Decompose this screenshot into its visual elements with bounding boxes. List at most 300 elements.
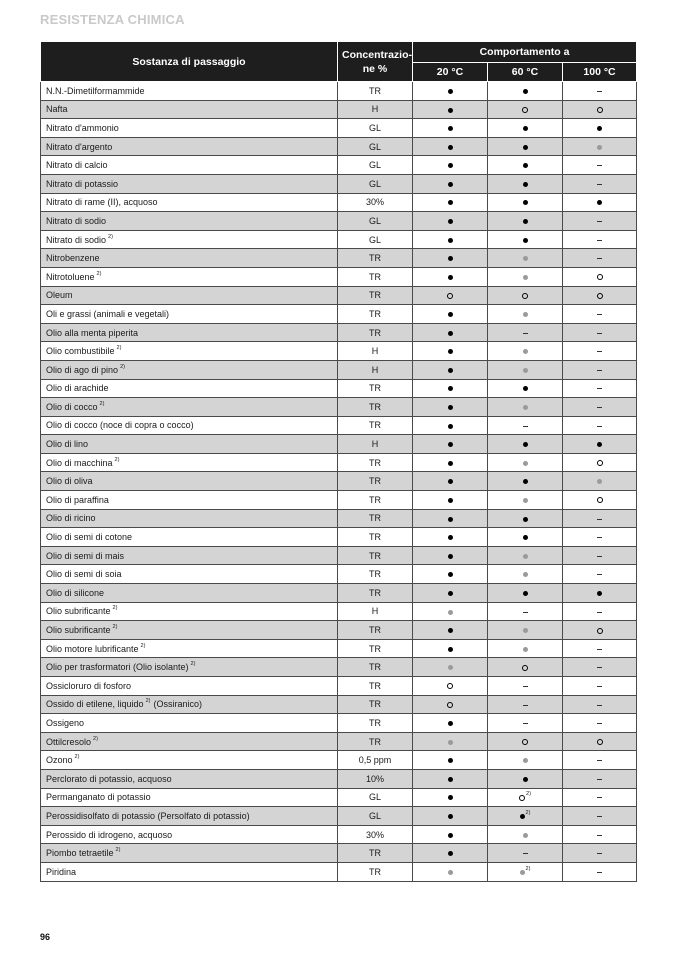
substance-name: Olio di ago di pino bbox=[46, 364, 119, 375]
substance-name: Nitrato di calcio bbox=[46, 160, 108, 171]
cell-substance bbox=[41, 193, 338, 212]
dash-icon bbox=[597, 519, 602, 520]
cell-temp-60 bbox=[488, 453, 563, 472]
footnote-marker: 2) bbox=[116, 345, 122, 352]
cell-substance bbox=[41, 602, 338, 621]
header-concentration: Concentrazio- ne % bbox=[338, 42, 413, 82]
substance-name: Olio di ricino bbox=[46, 513, 96, 524]
filled-dot-icon bbox=[448, 442, 453, 447]
table-row bbox=[41, 416, 637, 435]
cell-temp-100 bbox=[563, 416, 637, 435]
cell-concentration: TR bbox=[338, 416, 413, 435]
cell-temp-20 bbox=[413, 100, 488, 119]
filled-dot-icon bbox=[448, 777, 453, 782]
cell-concentration: 30% bbox=[338, 193, 413, 212]
table-row bbox=[41, 379, 637, 398]
filled-dot-icon bbox=[448, 758, 453, 763]
substance-name: Olio motore lubrificante bbox=[46, 643, 139, 654]
cell-substance bbox=[41, 491, 338, 510]
filled-dot-icon bbox=[448, 814, 453, 819]
cell-temp-100 bbox=[563, 323, 637, 342]
cell-temp-100 bbox=[563, 862, 637, 881]
table-row bbox=[41, 100, 637, 119]
filled-dot-icon bbox=[597, 591, 602, 596]
cell-substance bbox=[41, 677, 338, 696]
table-row bbox=[41, 714, 637, 733]
cell-substance bbox=[41, 230, 338, 249]
filled-dot-icon bbox=[448, 833, 453, 838]
footnote-marker: 2) bbox=[74, 754, 80, 761]
footnote-marker: 2) bbox=[120, 363, 125, 370]
filled-dot-icon bbox=[448, 200, 453, 205]
cell-temp-60 bbox=[488, 714, 563, 733]
grey-dot-icon bbox=[523, 572, 528, 577]
dash-icon bbox=[597, 705, 602, 706]
cell-temp-100 bbox=[563, 230, 637, 249]
cell-concentration: TR bbox=[338, 639, 413, 658]
cell-concentration: TR bbox=[338, 286, 413, 305]
cell-temp-60 bbox=[488, 584, 563, 603]
cell-temp-20 bbox=[413, 658, 488, 677]
substance-name: Nitrato d'ammonio bbox=[46, 122, 119, 133]
filled-dot-icon bbox=[448, 628, 453, 633]
table-row bbox=[41, 249, 637, 268]
grey-dot-icon bbox=[523, 554, 528, 559]
cell-substance bbox=[41, 862, 338, 881]
filled-dot-icon bbox=[523, 219, 528, 224]
cell-substance bbox=[41, 435, 338, 454]
cell-concentration: TR bbox=[338, 862, 413, 881]
grey-dot-icon bbox=[523, 349, 528, 354]
grey-dot-icon bbox=[523, 758, 528, 763]
cell-substance bbox=[41, 584, 338, 603]
table-row bbox=[41, 769, 637, 788]
cell-temp-60 bbox=[488, 825, 563, 844]
filled-dot-icon bbox=[448, 238, 453, 243]
cell-concentration: TR bbox=[338, 658, 413, 677]
cell-temp-20 bbox=[413, 807, 488, 826]
cell-substance bbox=[41, 565, 338, 584]
cell-temp-100 bbox=[563, 491, 637, 510]
grey-dot-icon bbox=[523, 275, 528, 280]
table-body bbox=[41, 82, 637, 882]
filled-dot-icon bbox=[448, 163, 453, 168]
footnote-marker: 2) bbox=[96, 270, 102, 277]
cell-concentration: TR bbox=[338, 491, 413, 510]
cell-temp-60 bbox=[488, 174, 563, 193]
filled-dot-icon bbox=[448, 591, 453, 596]
dash-icon bbox=[597, 723, 602, 724]
substance-name: Nitrato di rame (II), acquoso bbox=[46, 197, 158, 208]
table-row bbox=[41, 174, 637, 193]
footnote-marker: 2) bbox=[114, 456, 120, 463]
cell-substance bbox=[41, 658, 338, 677]
substance-name: Nitrato d'argento bbox=[46, 141, 113, 152]
dash-icon bbox=[597, 388, 602, 389]
cell-substance bbox=[41, 249, 338, 268]
cell-temp-20 bbox=[413, 416, 488, 435]
cell-concentration: GL bbox=[338, 137, 413, 156]
cell-concentration: H bbox=[338, 342, 413, 361]
cell-substance bbox=[41, 621, 338, 640]
filled-dot-icon bbox=[448, 219, 453, 224]
filled-dot-icon bbox=[523, 145, 528, 150]
cell-temp-100 bbox=[563, 267, 637, 286]
substance-name: Nitrato di potassio bbox=[46, 178, 119, 189]
cell-concentration: TR bbox=[338, 695, 413, 714]
cell-temp-100 bbox=[563, 565, 637, 584]
header-temp-100: 100 °C bbox=[563, 63, 637, 82]
cell-temp-60 bbox=[488, 732, 563, 751]
footnote-marker: 2) bbox=[108, 233, 113, 240]
filled-dot-icon bbox=[523, 517, 528, 522]
dash-icon bbox=[597, 612, 602, 613]
cell-substance bbox=[41, 119, 338, 138]
ring-icon bbox=[447, 683, 453, 689]
cell-temp-20 bbox=[413, 435, 488, 454]
substance-name: Olio alla menta piperita bbox=[46, 327, 139, 338]
cell-concentration: H bbox=[338, 360, 413, 379]
filled-dot-icon bbox=[523, 442, 528, 447]
dash-icon bbox=[597, 258, 602, 259]
dash-icon bbox=[597, 686, 602, 687]
cell-temp-60 bbox=[488, 137, 563, 156]
footnote-marker: 2) bbox=[99, 400, 105, 407]
cell-temp-20 bbox=[413, 584, 488, 603]
filled-dot-icon bbox=[448, 349, 453, 354]
grey-dot-icon bbox=[523, 368, 528, 373]
cell-temp-100 bbox=[563, 342, 637, 361]
cell-concentration: TR bbox=[338, 528, 413, 547]
filled-dot-icon bbox=[448, 126, 453, 131]
dash-icon bbox=[597, 221, 602, 222]
filled-dot-icon bbox=[523, 238, 528, 243]
cell-temp-20 bbox=[413, 119, 488, 138]
cell-temp-100 bbox=[563, 639, 637, 658]
cell-temp-60 bbox=[488, 677, 563, 696]
table-row bbox=[41, 119, 637, 138]
dash-icon bbox=[597, 649, 602, 650]
dash-icon bbox=[597, 184, 602, 185]
cell-substance bbox=[41, 156, 338, 175]
cell-temp-20 bbox=[413, 751, 488, 770]
dash-icon bbox=[597, 165, 602, 166]
table-row bbox=[41, 267, 637, 286]
substance-name: Ossido di etilene, liquido bbox=[46, 699, 144, 710]
cell-temp-60 bbox=[488, 305, 563, 324]
grey-dot-icon bbox=[523, 461, 528, 466]
table-row bbox=[41, 342, 637, 361]
substance-name: Olio di cocco (noce di copra o cocco) bbox=[46, 420, 194, 431]
footnote-marker: 2) bbox=[525, 865, 531, 872]
cell-temp-20 bbox=[413, 174, 488, 193]
dash-icon bbox=[597, 574, 602, 575]
cell-temp-60 bbox=[488, 323, 563, 342]
table-row bbox=[41, 156, 637, 175]
cell-substance bbox=[41, 453, 338, 472]
cell-substance bbox=[41, 546, 338, 565]
cell-temp-20 bbox=[413, 639, 488, 658]
cell-temp-100 bbox=[563, 602, 637, 621]
cell-temp-60 bbox=[488, 695, 563, 714]
substance-name: Olio di arachide bbox=[46, 383, 109, 394]
cell-temp-20 bbox=[413, 398, 488, 417]
cell-temp-60 bbox=[488, 435, 563, 454]
filled-dot-icon bbox=[448, 275, 453, 280]
cell-temp-60 bbox=[488, 82, 563, 101]
cell-temp-100 bbox=[563, 509, 637, 528]
cell-temp-60 bbox=[488, 286, 563, 305]
table-row bbox=[41, 137, 637, 156]
grey-dot-icon bbox=[448, 740, 453, 745]
filled-dot-icon bbox=[520, 814, 525, 819]
cell-temp-20 bbox=[413, 546, 488, 565]
cell-temp-60 bbox=[488, 862, 563, 881]
page-header-title: RESISTENZA CHIMICA bbox=[40, 12, 185, 27]
cell-temp-20 bbox=[413, 286, 488, 305]
cell-temp-20 bbox=[413, 714, 488, 733]
cell-temp-100 bbox=[563, 174, 637, 193]
table-row bbox=[41, 677, 637, 696]
cell-concentration: TR bbox=[338, 323, 413, 342]
table-row bbox=[41, 528, 637, 547]
cell-temp-60 bbox=[488, 769, 563, 788]
cell-concentration: TR bbox=[338, 546, 413, 565]
cell-temp-60 bbox=[488, 639, 563, 658]
table-row bbox=[41, 435, 637, 454]
cell-concentration: H bbox=[338, 100, 413, 119]
grey-dot-icon bbox=[523, 498, 528, 503]
substance-name: Olio subrificante bbox=[46, 625, 111, 636]
cell-temp-100 bbox=[563, 528, 637, 547]
cell-concentration: GL bbox=[338, 156, 413, 175]
cell-temp-100 bbox=[563, 658, 637, 677]
cell-temp-20 bbox=[413, 267, 488, 286]
substance-name: Ossigeno bbox=[46, 717, 85, 728]
cell-temp-20 bbox=[413, 677, 488, 696]
cell-temp-20 bbox=[413, 862, 488, 881]
cell-concentration: TR bbox=[338, 584, 413, 603]
substance-name: Oleum bbox=[46, 290, 73, 301]
substance-name: Olio di silicone bbox=[46, 587, 105, 598]
substance-name: Nitrotoluene bbox=[46, 271, 95, 282]
table-row bbox=[41, 639, 637, 658]
cell-concentration: TR bbox=[338, 732, 413, 751]
dash-icon bbox=[597, 407, 602, 408]
cell-substance bbox=[41, 751, 338, 770]
cell-temp-60 bbox=[488, 416, 563, 435]
table-row bbox=[41, 862, 637, 881]
table-row bbox=[41, 695, 637, 714]
cell-temp-20 bbox=[413, 769, 488, 788]
substance-name: Olio di macchina bbox=[46, 457, 113, 468]
cell-concentration: GL bbox=[338, 174, 413, 193]
cell-temp-60 bbox=[488, 398, 563, 417]
footnote-marker: 2) bbox=[526, 791, 531, 798]
cell-temp-20 bbox=[413, 844, 488, 863]
substance-name: Nafta bbox=[46, 104, 68, 115]
table-row bbox=[41, 212, 637, 231]
cell-temp-100 bbox=[563, 249, 637, 268]
cell-temp-20 bbox=[413, 565, 488, 584]
cell-concentration: 0,5 ppm bbox=[338, 751, 413, 770]
cell-temp-60 bbox=[488, 360, 563, 379]
cell-temp-20 bbox=[413, 472, 488, 491]
table-row bbox=[41, 453, 637, 472]
substance-name: Olio combustibile bbox=[46, 346, 115, 357]
cell-substance bbox=[41, 639, 338, 658]
filled-dot-icon bbox=[523, 200, 528, 205]
cell-temp-20 bbox=[413, 509, 488, 528]
table-row bbox=[41, 360, 637, 379]
cell-temp-60 bbox=[488, 212, 563, 231]
substance-name: Ozono bbox=[46, 755, 73, 766]
grey-dot-icon bbox=[523, 256, 528, 261]
cell-concentration: TR bbox=[338, 565, 413, 584]
footnote-marker: 2) bbox=[525, 809, 531, 816]
filled-dot-icon bbox=[523, 386, 528, 391]
cell-temp-20 bbox=[413, 342, 488, 361]
filled-dot-icon bbox=[448, 182, 453, 187]
filled-dot-icon bbox=[448, 424, 453, 429]
ring-icon bbox=[522, 665, 528, 671]
cell-concentration: TR bbox=[338, 249, 413, 268]
filled-dot-icon bbox=[448, 498, 453, 503]
header-temp-60: 60 °C bbox=[488, 63, 563, 82]
cell-concentration: TR bbox=[338, 621, 413, 640]
substance-name: Olio di semi di soia bbox=[46, 569, 122, 580]
cell-substance bbox=[41, 286, 338, 305]
substance-name: N.N.-Dimetilformammide bbox=[46, 85, 145, 96]
cell-concentration: GL bbox=[338, 230, 413, 249]
filled-dot-icon bbox=[523, 777, 528, 782]
cell-temp-100 bbox=[563, 379, 637, 398]
cell-temp-100 bbox=[563, 305, 637, 324]
filled-dot-icon bbox=[448, 721, 453, 726]
cell-temp-60 bbox=[488, 249, 563, 268]
cell-concentration: TR bbox=[338, 305, 413, 324]
cell-concentration: TR bbox=[338, 267, 413, 286]
filled-dot-icon bbox=[448, 312, 453, 317]
table-row bbox=[41, 602, 637, 621]
cell-temp-100 bbox=[563, 584, 637, 603]
cell-temp-60 bbox=[488, 546, 563, 565]
cell-temp-60 bbox=[488, 267, 563, 286]
cell-temp-60 bbox=[488, 751, 563, 770]
filled-dot-icon bbox=[448, 517, 453, 522]
substance-name: Oli e grassi (animali e vegetali) bbox=[46, 308, 170, 319]
cell-substance bbox=[41, 82, 338, 101]
footnote-marker: 2) bbox=[112, 624, 118, 631]
cell-temp-100 bbox=[563, 82, 637, 101]
cell-temp-20 bbox=[413, 137, 488, 156]
cell-temp-100 bbox=[563, 286, 637, 305]
cell-concentration: TR bbox=[338, 509, 413, 528]
footnote-marker: 2) bbox=[140, 642, 146, 649]
footnote-marker: 2) bbox=[115, 847, 121, 854]
ring-icon bbox=[519, 795, 525, 801]
dash-icon bbox=[523, 723, 528, 724]
table-row bbox=[41, 193, 637, 212]
cell-temp-60 bbox=[488, 193, 563, 212]
cell-temp-100 bbox=[563, 398, 637, 417]
ring-icon bbox=[597, 628, 603, 634]
cell-temp-20 bbox=[413, 825, 488, 844]
table-row bbox=[41, 621, 637, 640]
filled-dot-icon bbox=[448, 535, 453, 540]
cell-temp-20 bbox=[413, 323, 488, 342]
cell-temp-100 bbox=[563, 788, 637, 807]
filled-dot-icon bbox=[597, 200, 602, 205]
cell-temp-100 bbox=[563, 546, 637, 565]
cell-temp-20 bbox=[413, 788, 488, 807]
table-row bbox=[41, 230, 637, 249]
table-row bbox=[41, 398, 637, 417]
filled-dot-icon bbox=[448, 851, 453, 856]
ring-icon bbox=[597, 107, 603, 113]
cell-substance bbox=[41, 100, 338, 119]
table-row bbox=[41, 305, 637, 324]
substance-name: Olio di semi di cotone bbox=[46, 532, 133, 543]
cell-substance bbox=[41, 416, 338, 435]
filled-dot-icon bbox=[448, 479, 453, 484]
chemical-resistance-table bbox=[40, 41, 637, 882]
dash-icon bbox=[597, 351, 602, 352]
filled-dot-icon bbox=[523, 126, 528, 131]
ring-icon bbox=[597, 460, 603, 466]
filled-dot-icon bbox=[448, 795, 453, 800]
ring-icon bbox=[597, 739, 603, 745]
cell-temp-60 bbox=[488, 379, 563, 398]
substance-name: Nitrato di sodio bbox=[46, 215, 107, 226]
cell-concentration: TR bbox=[338, 677, 413, 696]
cell-concentration: GL bbox=[338, 212, 413, 231]
cell-temp-20 bbox=[413, 528, 488, 547]
cell-temp-60 bbox=[488, 230, 563, 249]
cell-temp-60 bbox=[488, 342, 563, 361]
dash-icon bbox=[597, 556, 602, 557]
cell-concentration: TR bbox=[338, 714, 413, 733]
dash-icon bbox=[597, 91, 602, 92]
substance-name: Perossidisolfato di potassio (Persolfato di potassio) bbox=[46, 810, 250, 821]
cell-temp-20 bbox=[413, 156, 488, 175]
substance-name: Olio di cocco bbox=[46, 401, 98, 412]
filled-dot-icon bbox=[448, 145, 453, 150]
table-row bbox=[41, 825, 637, 844]
filled-dot-icon bbox=[448, 647, 453, 652]
grey-dot-icon bbox=[448, 665, 453, 670]
filled-dot-icon bbox=[448, 572, 453, 577]
grey-dot-icon bbox=[597, 479, 602, 484]
cell-concentration: GL bbox=[338, 119, 413, 138]
cell-substance bbox=[41, 825, 338, 844]
filled-dot-icon bbox=[448, 256, 453, 261]
cell-temp-100 bbox=[563, 100, 637, 119]
dash-icon bbox=[597, 240, 602, 241]
footnote-marker: 2) bbox=[93, 735, 98, 742]
table-row bbox=[41, 546, 637, 565]
cell-substance bbox=[41, 305, 338, 324]
cell-temp-100 bbox=[563, 844, 637, 863]
table-row bbox=[41, 82, 637, 101]
cell-temp-20 bbox=[413, 212, 488, 231]
cell-temp-20 bbox=[413, 305, 488, 324]
cell-concentration: GL bbox=[338, 807, 413, 826]
dash-icon bbox=[597, 667, 602, 668]
cell-temp-60 bbox=[488, 844, 563, 863]
filled-dot-icon bbox=[597, 442, 602, 447]
substance-name: Olio di lino bbox=[46, 439, 89, 450]
